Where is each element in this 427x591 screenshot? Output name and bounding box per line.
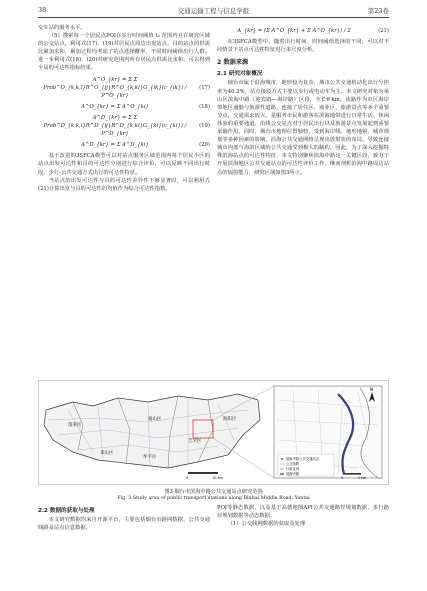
paragraph: 在3SFCA模型中，随着出行时间、时间阈值选择的不同，可以对不同情景下站点可达性特征进行多尺度分析。 bbox=[217, 39, 389, 54]
bottom-left-column bbox=[38, 504, 210, 532]
volume-label: 第23卷 bbox=[367, 7, 389, 15]
svg-text:10 km: 10 km bbox=[212, 476, 224, 480]
paragraph: 当站点的出发可达性与目的可达性差异性不够显著时，可以利用式(21)计算出发与目的可达性的均值作为综合可达性指数。 bbox=[38, 177, 210, 192]
study-area-map bbox=[38, 380, 389, 485]
subsection-heading: 2.1 研究对象概况 bbox=[217, 71, 263, 78]
subsection-heading: 2.2 数据的获取与处理 bbox=[38, 508, 95, 514]
section-heading: 2 数据来源 bbox=[217, 59, 249, 67]
paragraph: 本文研究数据均来自开源平台，主要包括烟台市路网数据、公共交通线路及站点信息数据、 bbox=[38, 517, 210, 532]
figure-caption-cn: 图3 烟台市滨海中路公共交通站点研究范围 bbox=[164, 489, 263, 495]
journal-title: 交通运输工程与信息学报 bbox=[177, 7, 250, 15]
map-label: 福山区 bbox=[148, 417, 162, 422]
paragraph: （5）搜索每一个居民点POI在步行时间阈值 t₀ 范围内且在研究区域的公交站点，利用式(17)、(19)对居民点周边出发站点、目的站点的供需比累加求和，累加过程均考虑了站点选择概率，不同时间阈值出行人群。进一步利用式(18)、(20)对研究范围内所有居民点供需比求和，可以得到全局的可达性指标结果。 bbox=[38, 33, 210, 72]
paragraph: 交车站的服务水平。 bbox=[38, 25, 86, 31]
svg-text:1 km: 1 km bbox=[358, 476, 366, 480]
legend-entry: 滨海中路 bbox=[286, 472, 300, 476]
map-label: 蓬莱区 bbox=[68, 423, 82, 428]
left-column bbox=[38, 24, 210, 193]
inset-map bbox=[274, 386, 382, 480]
header-rule bbox=[38, 17, 389, 18]
formula-19: A^D_{kr} = Σ Σ Prob^D_{k,k,l}R^D_{ij}R^D_{k,kl}G_{ki}(c_{ki}) / P^D_{kr} (19) bbox=[43, 114, 210, 138]
bottom-right-column bbox=[217, 504, 389, 528]
map-label: 莱山区 bbox=[100, 451, 114, 456]
formula-21: A_{kr} = (Σ A^O_{kr} + Σ A^D_{kr}) / 2 (21) bbox=[237, 28, 389, 34]
page-number: 38 bbox=[38, 6, 47, 14]
svg-text:N: N bbox=[370, 387, 373, 392]
svg-text:0: 0 bbox=[341, 476, 344, 480]
figure-caption-en: Fig. 3 Study area of public transport stations along Binhai Middle Road, Yantai bbox=[117, 496, 310, 501]
formula-20: A^D_{kr} = Σ A^D_{ki} (20) bbox=[81, 142, 210, 149]
paragraph: 基于改进的3SFCA模型可以对站点服务区域范围内每个居民小区的站点出发可达性和目的可达性分别进行综合评价，可以反映不同出行时段，步行-公共交通方式出行的可达性特征。 bbox=[38, 153, 210, 176]
map-label: 芝罘区 bbox=[188, 439, 202, 444]
paragraph: （1）公交线网数据的获取及处理 bbox=[227, 521, 306, 528]
legend-entry: 公交线路 bbox=[286, 462, 300, 466]
right-column bbox=[217, 24, 389, 177]
formula-17: A^O_{kr} = Σ Σ Prob^O_{k,k,l}R^O_{ij}R^O_{k,kl}G_{ik}(c_{ik}) / P^O_{kr} (17) bbox=[43, 76, 210, 99]
svg-text:0: 0 bbox=[186, 476, 189, 480]
map-label: 牟平区 bbox=[143, 455, 157, 460]
paragraph: 烟台市属于沿海城市，地形较为复杂，城市公共交通机动化出行分担率为40.3%，站点接驳方式主要以步行或电动车为主。本文研究对象为莱山区滨海中路（迎宾路—海岸路）区段，全长6 km，该路作为市区海岸带地区通勤与旅游性道路，连接了居住区、商业区、旅游景点等多个重要节点，交通需求较大，是服务市民和游客在滨海地带进行日常生活、休闲体验的重要通道，沿线公交站点对于居民出行以及旅游景点发展起到重要承载作用。同时，烟台市地理位置独特，受到海岸线、地形地貌、城市规划等多种因素的影响，沿海公共交通网络呈现出放射状的布局，导致连接城市内部与海滨区域的公共交通受到极大的制约。因此，为了深入挖掘特殊滨海站点的可达性特征，本文特别聚焦滨海中路这一关键区段，致力于开展滨海地区公共交通站点的可达性评价工作，继而剖析滨海中路周边站点的辐射能力，研究区域如图3所示。 bbox=[217, 80, 389, 176]
formula-18: A^O_{kr} = Σ A^O_{ki} (18) bbox=[81, 103, 210, 110]
map-label: 海阳区 bbox=[223, 417, 237, 422]
paragraph: POI等静态数据，以及基于高德地图API公共交通路径规划数据、步行路径规划数据等动态数据。 bbox=[217, 505, 389, 520]
map-legend bbox=[278, 454, 334, 476]
legend-entry: 滨海中路公共交通站点 bbox=[286, 457, 319, 461]
legend-entry: 行政区划 bbox=[286, 467, 300, 471]
